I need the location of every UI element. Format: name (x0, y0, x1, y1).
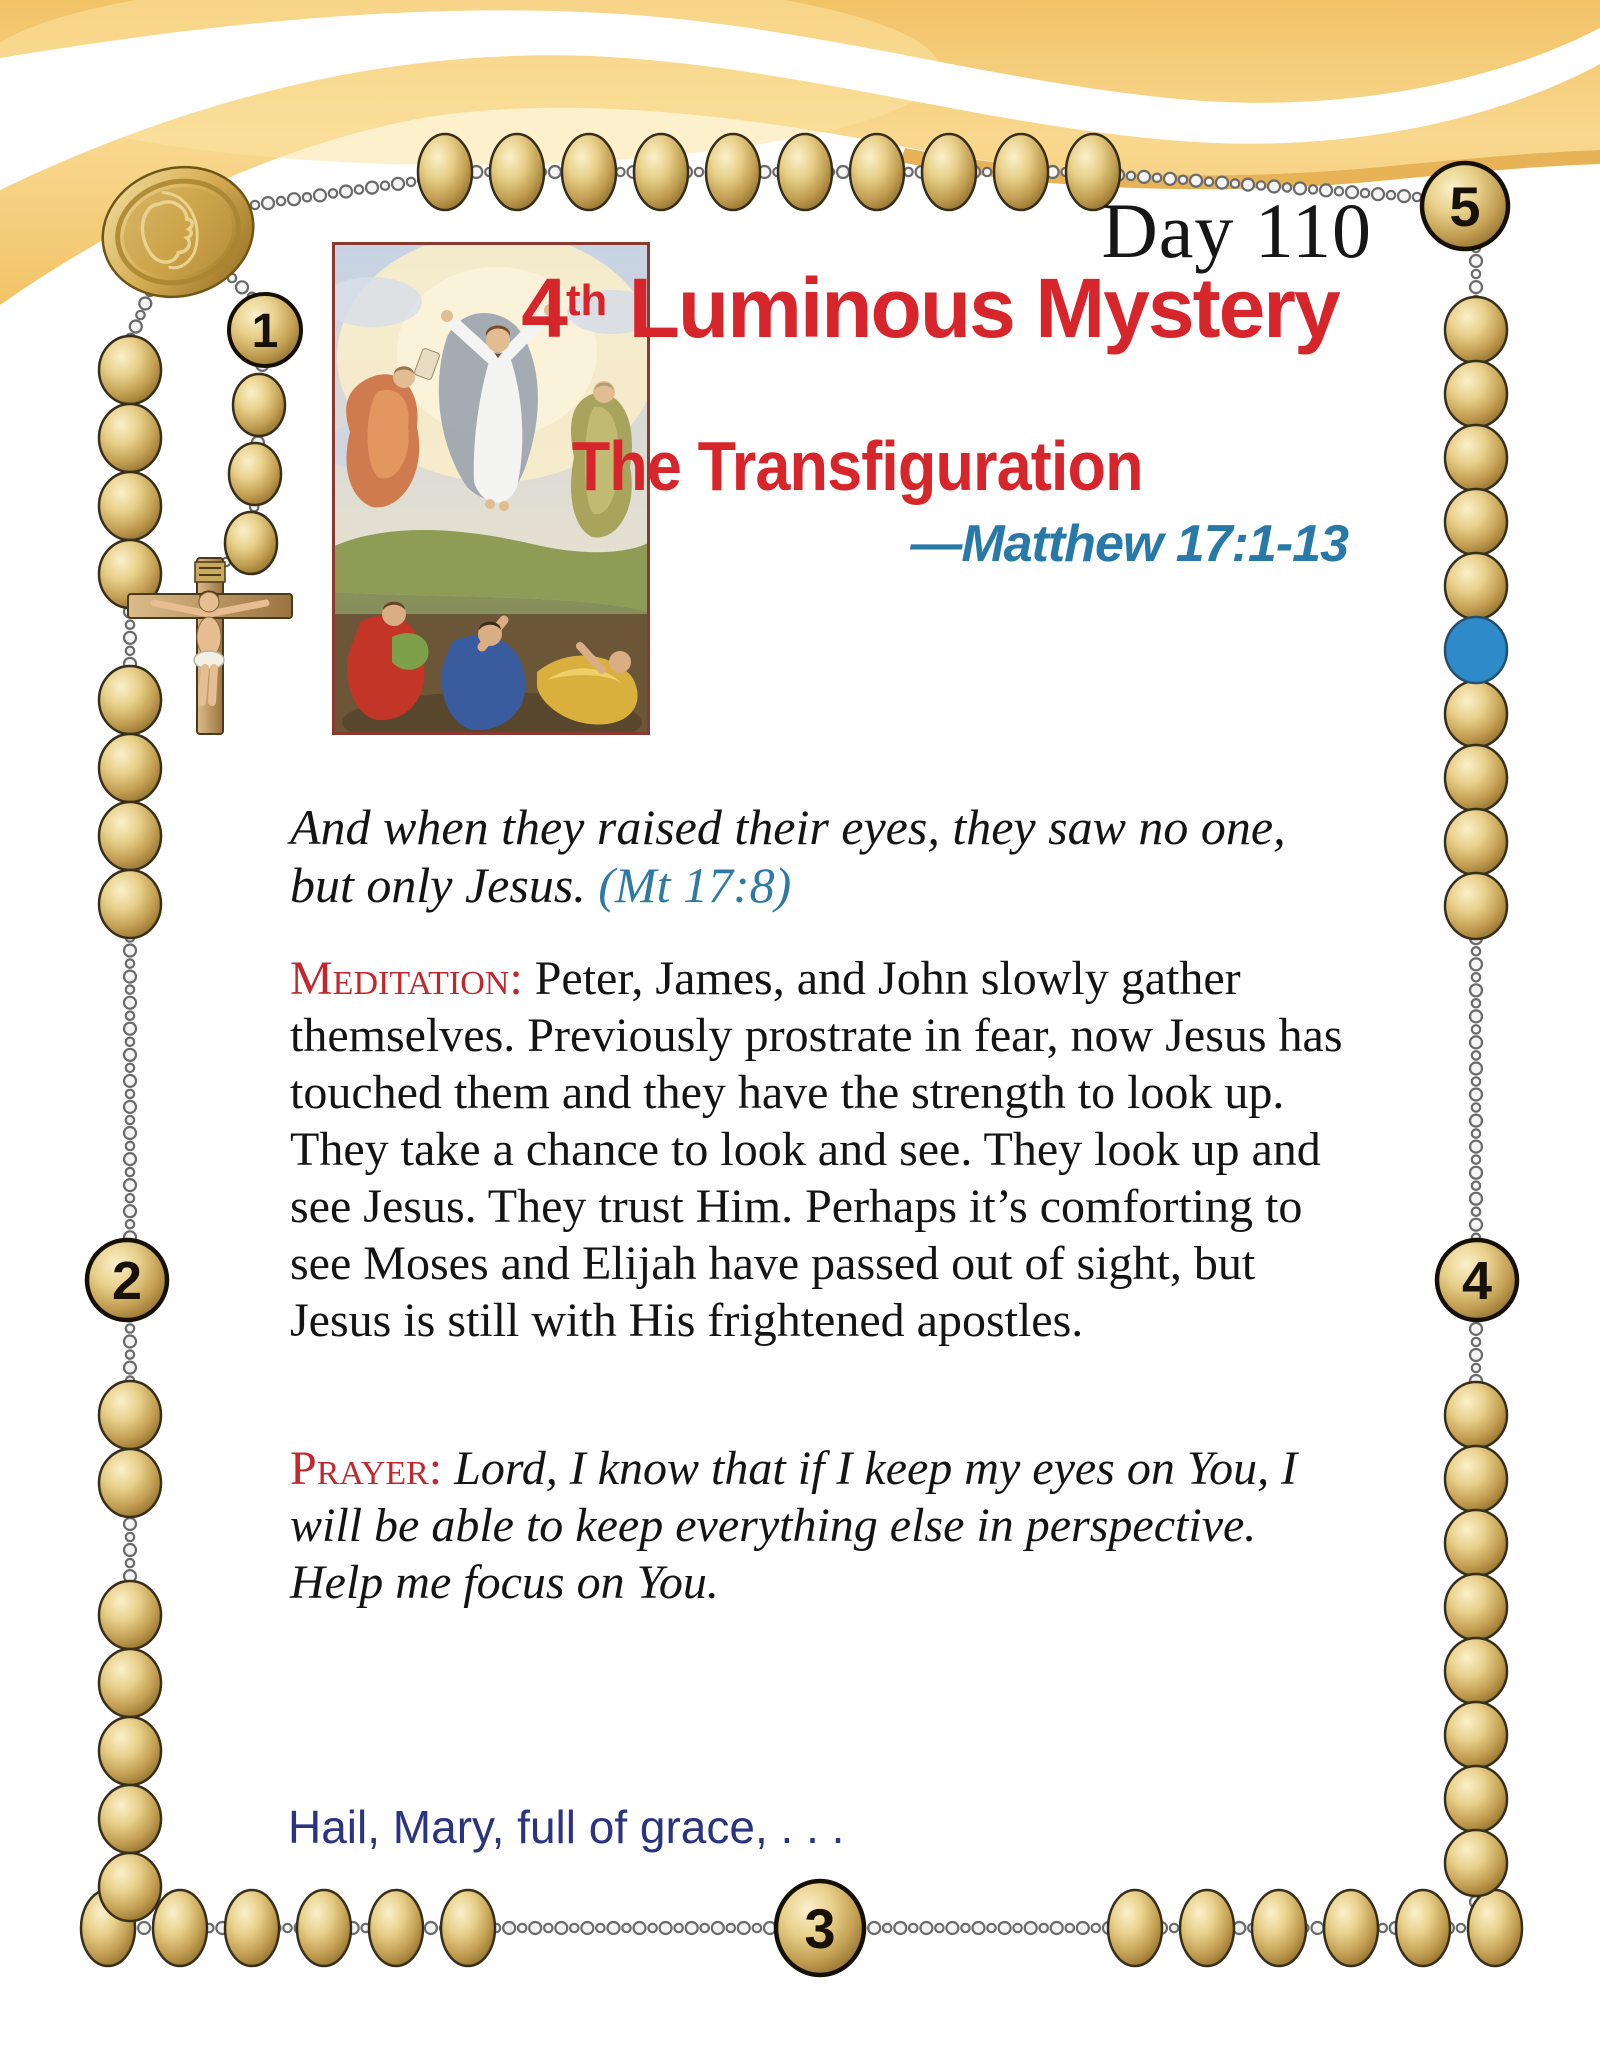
bead-number: 5 (1449, 175, 1481, 238)
mystery-name: Luminous Mystery (628, 261, 1339, 355)
quote-citation: (Mt 17:8) (598, 857, 792, 913)
mystery-title (430, 260, 1430, 357)
numbered-bead-3 (776, 1881, 864, 1975)
hail-mary-prompt: Hail, Mary, full of grace, . . . (288, 1801, 845, 1853)
numbered-bead-5 (1422, 163, 1508, 249)
numbered-bead-4 (1437, 1240, 1517, 1320)
meditation-text: Peter, James, and John slowly gather themselves. Previously prostrate in fear, now Jesus has touched them and they have the strength to look up. They take a chance to look and see. They look up and see Jesus. They trust Him. Perhaps it’s comforting to see Moses and Elijah have passed out of sight, but Jesus is still with His frightened apostles. (290, 952, 1343, 1347)
scripture-quote (290, 798, 1350, 914)
mystery-ordinal: th (566, 276, 608, 326)
blue-accent-bead (1445, 617, 1507, 683)
day-label: Day 110 (1101, 187, 1372, 274)
mystery-subtitle: The Transfiguration (571, 427, 1143, 505)
scripture-reference: —Matthew 17:1-13 (910, 515, 1348, 573)
mystery-number: 4 (521, 261, 566, 355)
quote-text: And when they raised their eyes, they saw no one, but only Jesus. (290, 799, 1286, 913)
meditation-label: Meditation: (290, 952, 523, 1005)
bead-number: 4 (1461, 1251, 1493, 1311)
prayer-text: Lord, I know that if I keep my eyes on You, I will be able to keep everything else in perspective. Help me focus on You. (290, 1442, 1298, 1609)
numbered-bead-2 (87, 1240, 167, 1320)
numbered-bead-1 (229, 294, 301, 366)
bead-number: 1 (251, 305, 279, 358)
bead-number: 3 (804, 1897, 836, 1960)
prayer-label: Prayer: (290, 1442, 443, 1495)
prayer-paragraph (290, 1440, 1350, 1611)
bead-number: 2 (111, 1251, 143, 1311)
meditation-paragraph (290, 950, 1350, 1349)
apostles-group (332, 602, 650, 735)
